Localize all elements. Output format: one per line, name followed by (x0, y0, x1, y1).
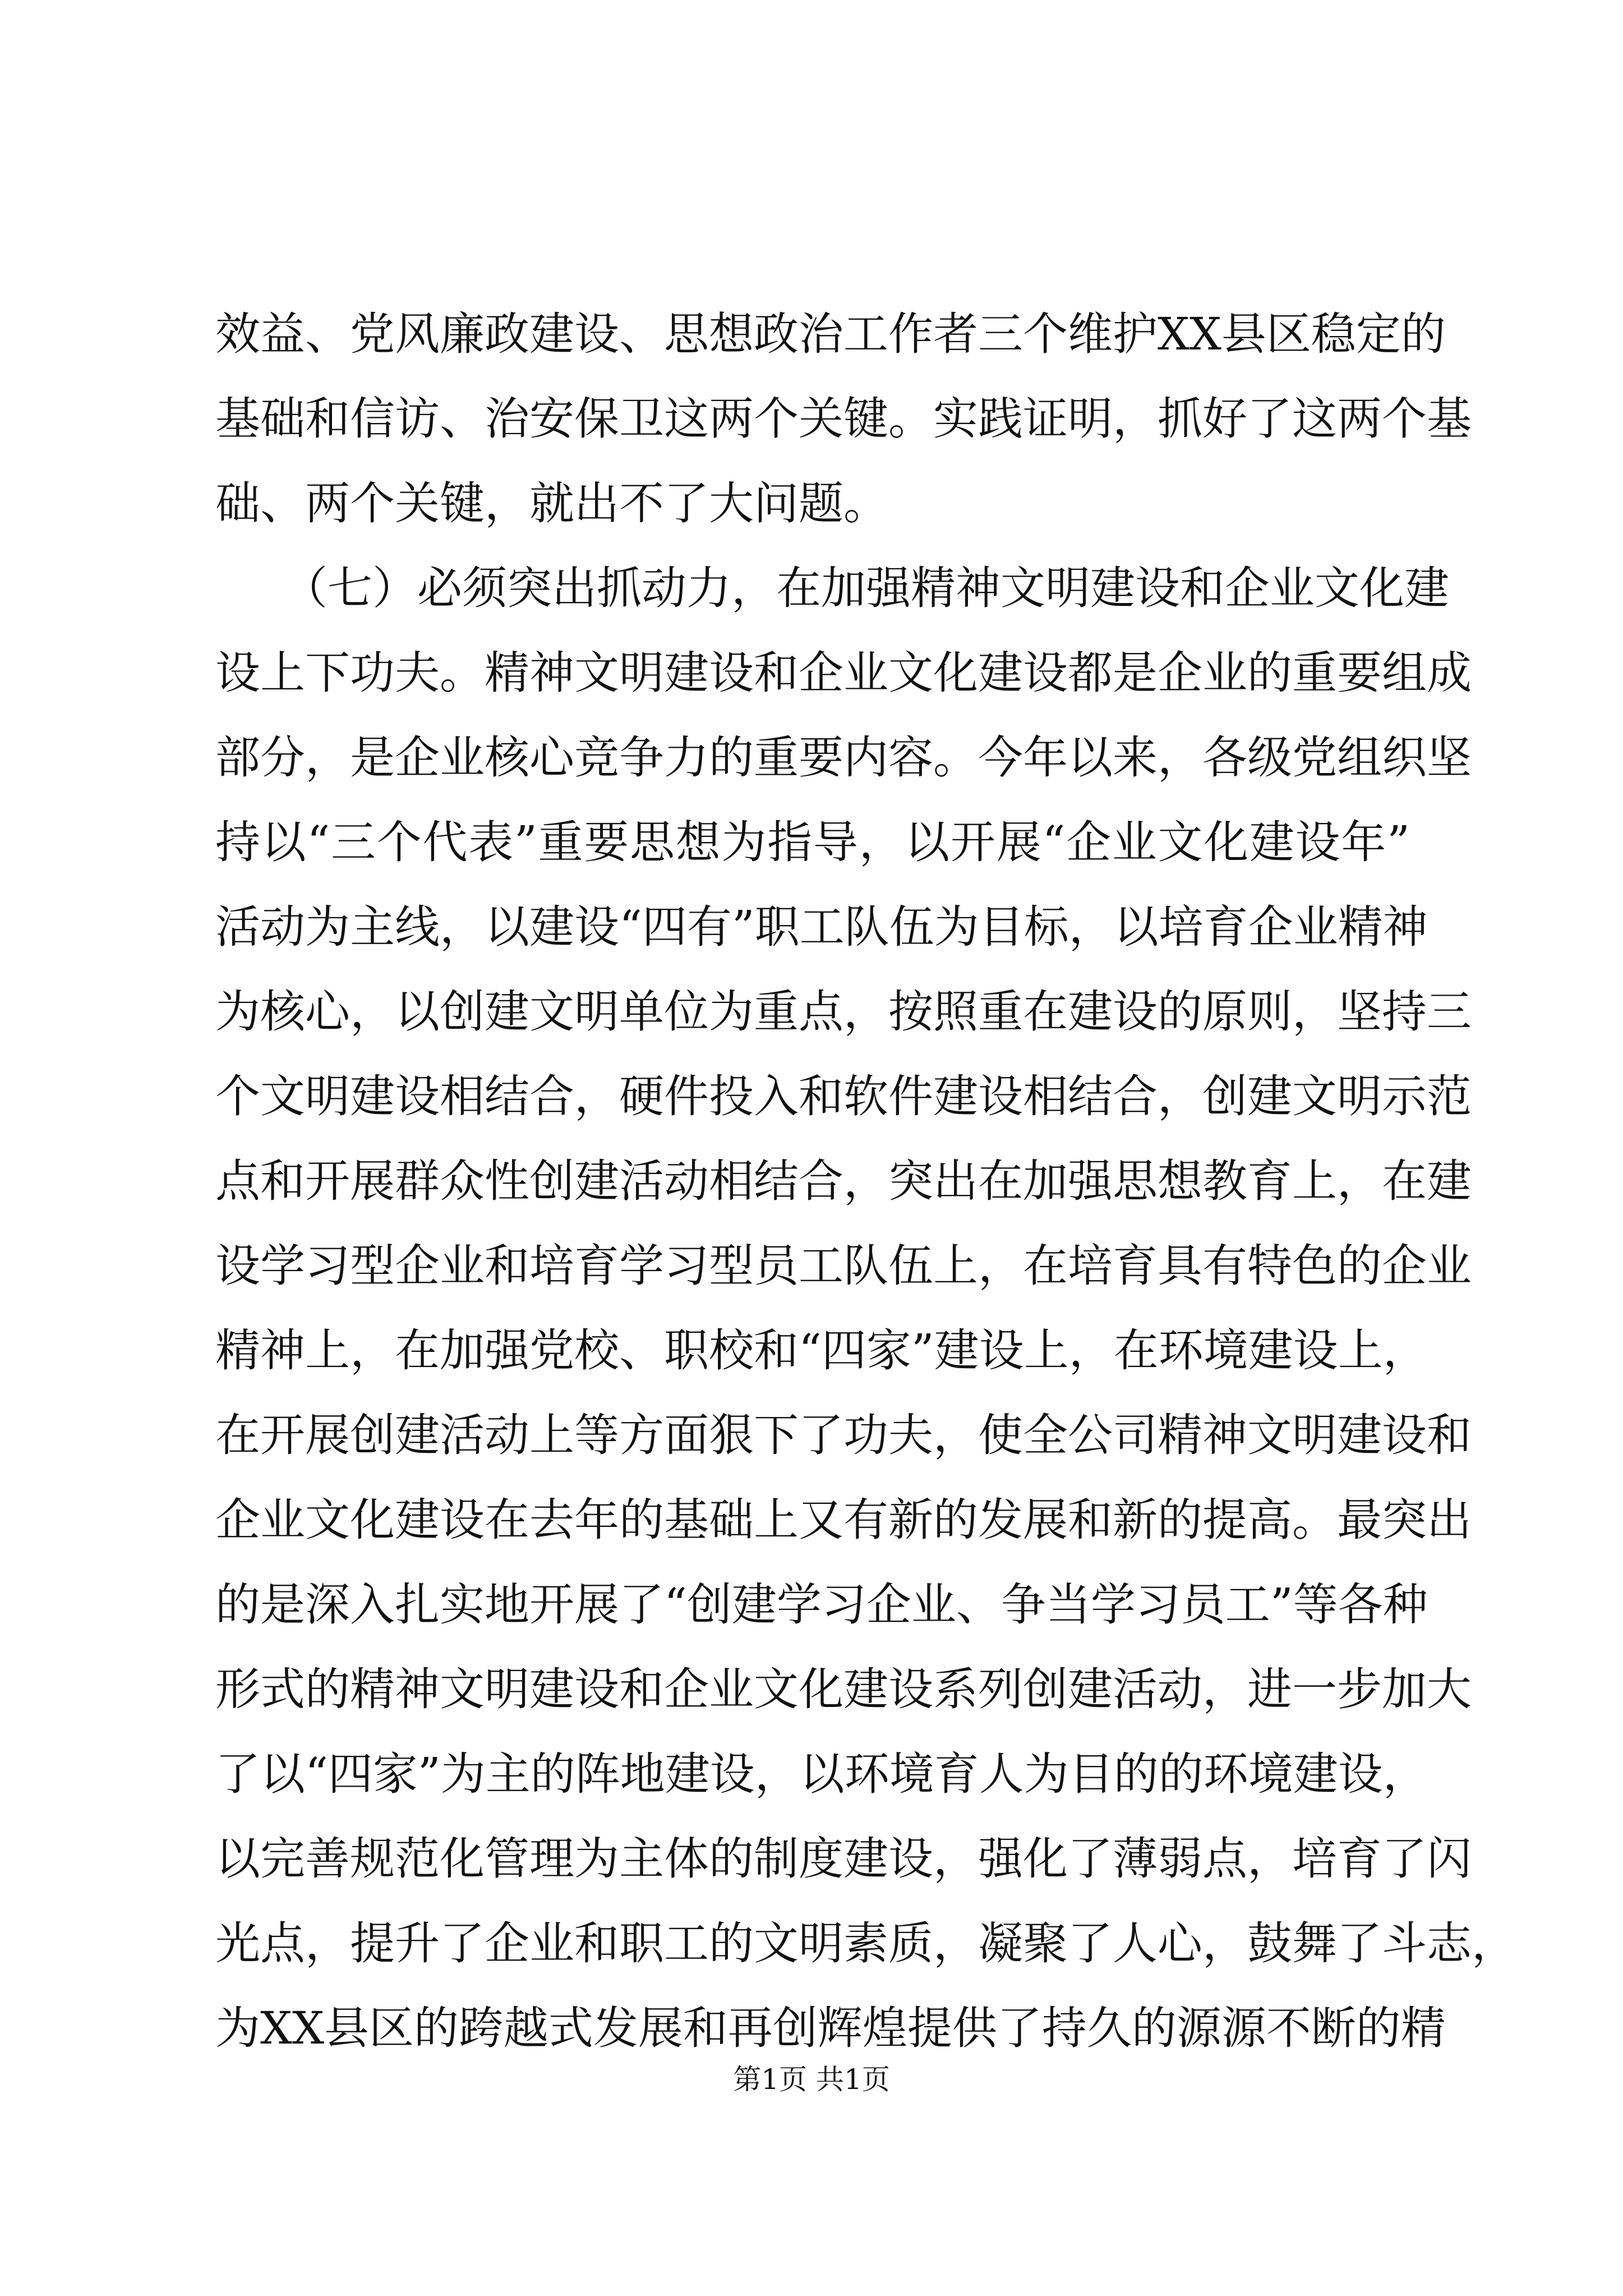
text-line-14: 在开展创建活动上等方面狠下了功夫，使全公司精神文明建设和 (215, 1409, 1472, 1461)
text-line-17: 形式的精神文明建设和企业文化建设系列创建活动，进一步加大 (215, 1663, 1472, 1715)
text-line-8: 活动为主线，以建设“四有”职工队伍为目标，以培育企业精神 (215, 901, 1428, 953)
text-line-21: 为XX县区的跨越式发展和再创辉煌提供了持久的源源不断的精 (215, 2002, 1446, 2054)
text-line-12: 设学习型企业和培育学习型员工队伍上，在培育具有特色的企业 (215, 1240, 1472, 1292)
text-line-6: 部分，是企业核心竞争力的重要内容。今年以来，各级党组织坚 (215, 731, 1472, 784)
text-line-16: 的是深入扎实地开展了“创建学习企业、争当学习员工”等各种 (215, 1579, 1428, 1631)
text-line-9: 为核心，以创建文明单位为重点，按照重在建设的原则，坚持三 (215, 986, 1472, 1038)
text-line-15: 企业文化建设在去年的基础上又有新的发展和新的提高。最突出 (215, 1494, 1472, 1546)
text-line-7: 持以“三个代表”重要思想为指导，以开展“企业文化建设年” (215, 816, 1410, 868)
text-line-3: 础、两个关键，就出不了大问题。 (215, 477, 888, 530)
text-line-10: 个文明建设相结合，硬件投入和软件建设相结合，创建文明示范 (215, 1070, 1472, 1122)
text-line-19: 以完善规范化管理为主体的制度建设，强化了薄弱点，培育了闪 (215, 1833, 1472, 1885)
text-line-4: （七）必须突出抓动力，在加强精神文明建设和企业文化建 (215, 562, 1449, 614)
text-line-18: 了以“四家”为主的阵地建设，以环境育人为目的的环境建设， (215, 1748, 1428, 1800)
body-text (215, 292, 1516, 2070)
text-line-13: 精神上，在加强党校、职校和“四家”建设上，在环境建设上， (215, 1324, 1428, 1377)
text-line-1: 效益、党风廉政建设、思想政治工作者三个维护XX县区稳定的 (215, 308, 1446, 360)
text-line-11: 点和开展群众性创建活动相结合，突出在加强思想教育上，在建 (215, 1155, 1472, 1207)
page-footer: 第1页 共1页 (733, 2063, 890, 2096)
text-line-2: 基础和信访、治安保卫这两个关键。实践证明，抓好了这两个基 (215, 393, 1472, 445)
text-line-5: 设上下功夫。精神文明建设和企业文化建设都是企业的重要组成 (215, 647, 1472, 699)
text-line-20: 光点，提升了企业和职工的文明素质，凝聚了人心，鼓舞了斗志， (215, 1917, 1516, 1970)
